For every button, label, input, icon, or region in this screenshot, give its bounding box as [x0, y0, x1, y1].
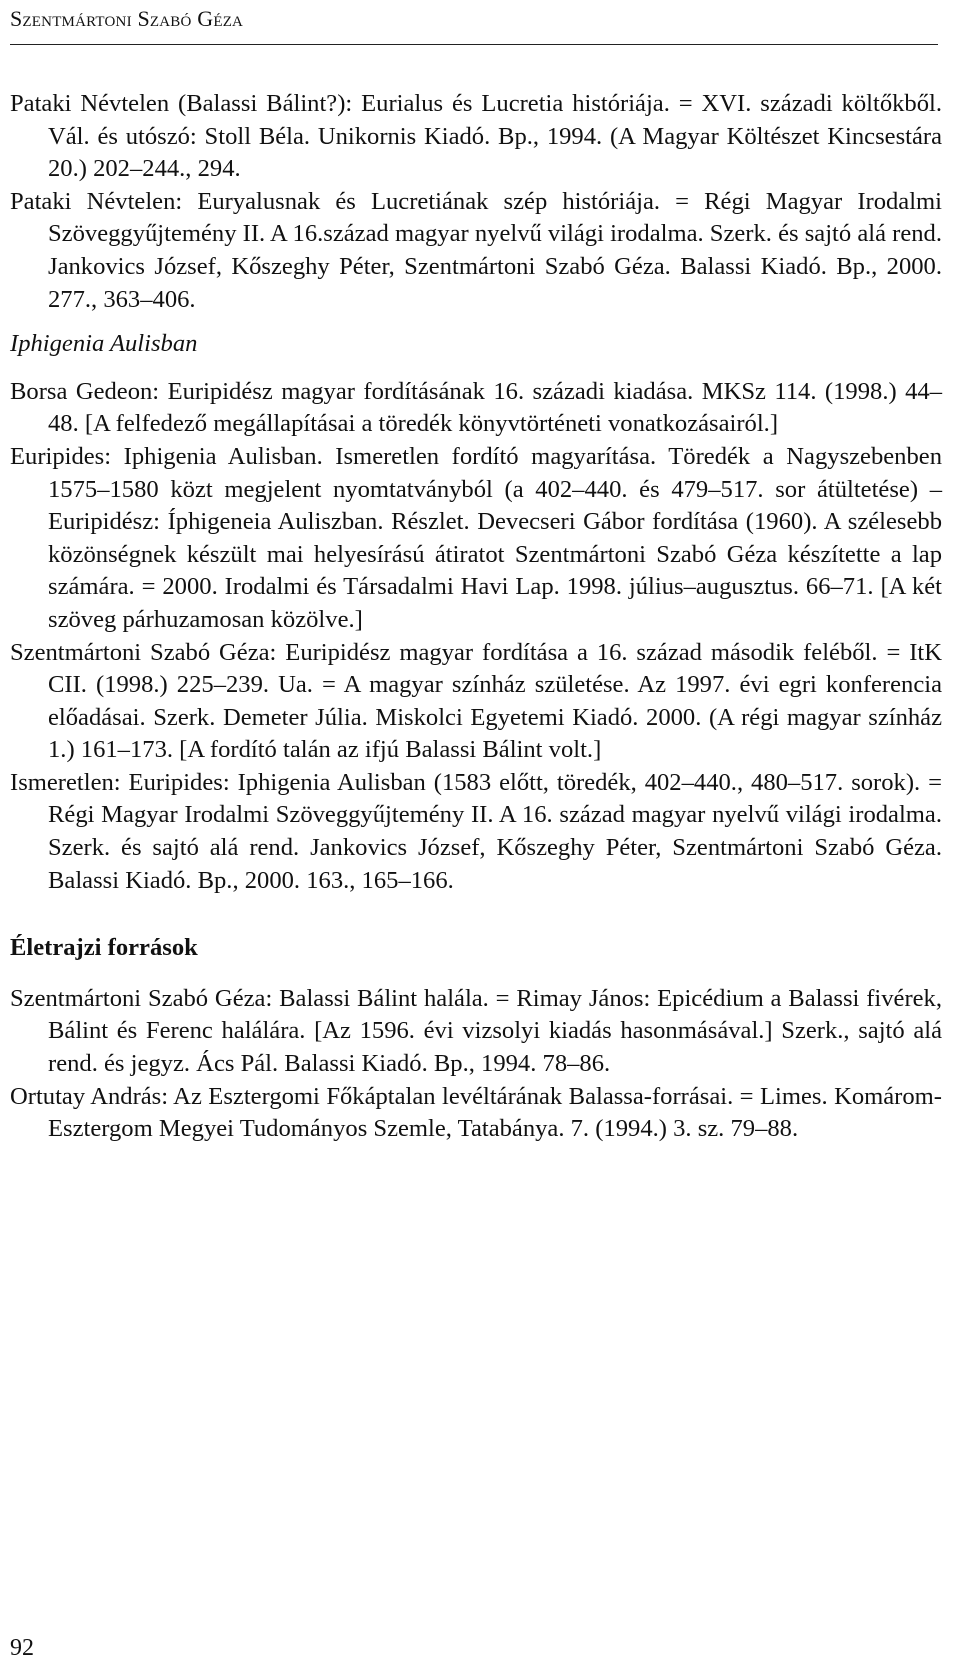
bibliography-entry: Borsa Gedeon: Euripidész magyar fordításának 16. századi kiadása. MKSz 114. (1998.) 44–48. [A felfedező megállapításai a töredék könyvtörténeti vonatkozásairól.] [10, 377, 942, 438]
page-number: 92 [10, 1635, 34, 1661]
bibliography-entry: Euripides: Iphigenia Aulisban. Ismeretlen fordító magyarítása. Töredék a Nagyszebenben 1575–1580 közt megjelent nyomtatványból (a 402–440. és 479–517. sor átültetése) – Euripidész: Íphigeneia Auliszban. Részlet. Devecseri Gábor fordítása (1960). A szélesebb közönségnek készült mai helyesírású átiratot Szentmártoni Szabó Géza készítette a lap számára. = 2000. Irodalmi és Társadalmi Havi Lap. 1998. július–augusztus. 66–71. [A két szöveg párhuzamosan közölve.] [10, 442, 942, 633]
bibliography-entry: Ismeretlen: Euripides: Iphigenia Aulisban (1583 előtt, töredék, 402–440., 480–517. sorok). = Régi Magyar Irodalmi Szöveggyűjtemény II. A 16. század magyar nyelvű világi irodalma. Szerk. és sajtó alá rend. Jankovics József, Kőszeghy Péter, Szentmártoni Szabó Géza. Balassi Kiadó. Bp., 2000. 163., 165–166. [10, 768, 942, 894]
running-header: Szentmártoni Szabó Géza [10, 6, 244, 31]
bibliography-entry: Pataki Névtelen: Euryalusnak és Lucretiának szép históriája. = Régi Magyar Irodalmi Szöveggyűjtemény II. A 16.század magyar nyelvű világi irodalma. Szerk. és sajtó alá rend. Jankovics József, Kőszeghy Péter, Szentmártoni Szabó Géza. Balassi Kiadó. Bp., 2000. 277., 363–406. [10, 187, 942, 313]
header-rule [10, 44, 938, 45]
bibliography-entry: Szentmártoni Szabó Géza: Euripidész magyar fordítása a 16. század második feléből. = ItK CII. (1998.) 225–239. Ua. = A magyar színház születése. Az 1997. évi egri konferencia előadásai. Szerk. Demeter Júlia. Miskolci Egyetemi Kiadó. 2000. (A régi magyar színház 1.) 161–173. [A fordító talán az ifjú Balassi Bálint volt.] [10, 638, 942, 764]
bibliography-entry: Pataki Névtelen (Balassi Bálint?): Eurialus és Lucretia históriája. = XVI. századi költőkből. Vál. és utószó: Stoll Béla. Unikornis Kiadó. Bp., 1994. (A Magyar Költészet Kincsestára 20.) 202–244., 294. [10, 90, 942, 183]
bibliography-content [10, 88, 942, 1146]
bibliography-entry: Szentmártoni Szabó Géza: Balassi Bálint halála. = Rimay János: Epicédium a Balassi fivérek, Bálint és Ferenc halálára. [Az 1596. évi vizsolyi kiadás hasonmásával.] Szerk., sajtó alá rend. és jegyz. Ács Pál. Balassi Kiadó. Bp., 1994. 78–86. [10, 984, 942, 1078]
section-title-biographical-sources: Életrajzi források [10, 934, 198, 962]
subheading-iphigenia: Iphigenia Aulisban [10, 330, 198, 358]
bibliography-entry: Ortutay András: Az Esztergomi Főkáptalan levéltárának Balassa-forrásai. = Limes. Komárom-Esztergom Megyei Tudományos Szemle, Tatabánya. 7. (1994.) 3. sz. 79–88. [10, 1082, 942, 1143]
